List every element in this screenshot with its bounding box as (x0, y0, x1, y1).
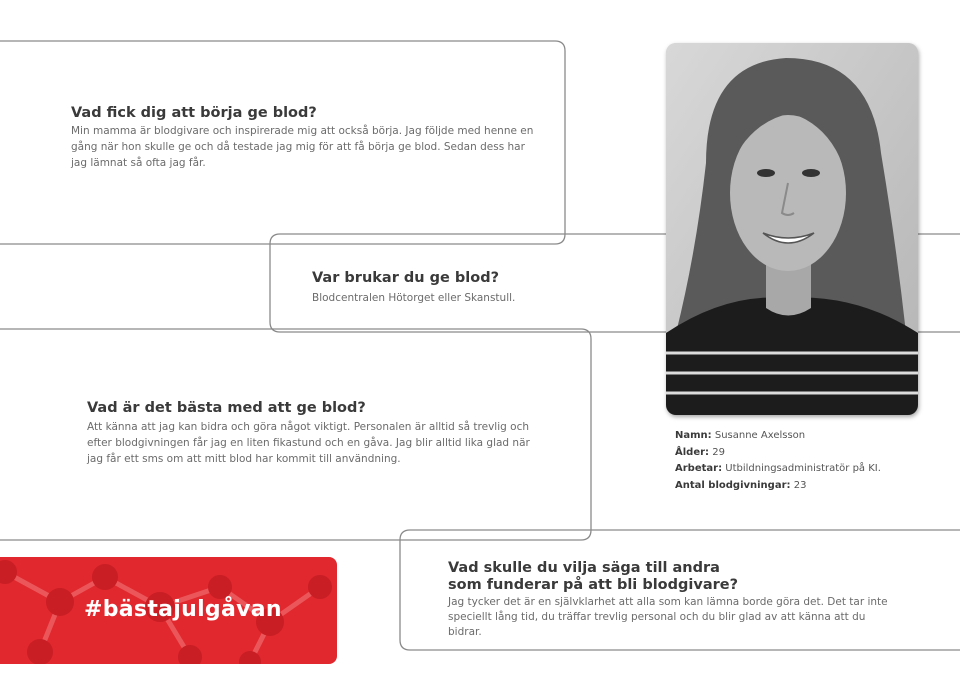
question-block-2 (312, 270, 612, 306)
answer-3: Att känna att jag kan bidra och göra något viktigt. Personalen är alltid så trevlig och efter blodgivningen får jag en liten fikastund och en gåva. Jag blir alltid lika glad när jag får ett sms om att mitt blod har kommit till användning. (87, 421, 530, 465)
portrait-photo (666, 43, 918, 415)
hashtag-text: #bästajulgåvan (84, 597, 282, 622)
donor-facts (675, 428, 881, 494)
portrait-illustration (666, 43, 918, 415)
question-block-3 (87, 400, 532, 467)
question-block-4 (448, 560, 898, 640)
question-4-line-2: som funderar på att bli blodgivare? (448, 577, 738, 593)
question-3: Vad är det bästa med att ge blod? (87, 400, 366, 416)
answer-1: Min mamma är blodgivare och inspirerade mig att också börja. Jag följde med henne en gång när hon skulle ge och då testade jag mig för att få börja ge blod. Sedan dess har jag lämnat så ofta jag får. (71, 125, 534, 169)
question-1: Vad fick dig att börja ge blod? (71, 105, 317, 121)
fact-name: Namn: Susanne Axelsson (675, 430, 806, 441)
question-4-line-1: Vad skulle du vilja säga till andra (448, 560, 720, 576)
fact-donations: Antal blodgivningar: 23 (675, 479, 807, 491)
question-block-1 (71, 105, 541, 171)
fact-age: Ålder: 29 (675, 446, 725, 458)
answer-2: Blodcentralen Hötorget eller Skanstull. (312, 292, 516, 304)
question-2: Var brukar du ge blod? (312, 270, 500, 286)
fact-job: Arbetar: Utbildningsadministratör på KI. (675, 463, 881, 474)
answer-4: Jag tycker det är en självklarhet att alla som kan lämna borde göra det. Det tar inte speciellt lång tid, du träffar trevlig personal och du blir glad av att känna att du bidrar. (448, 596, 888, 638)
